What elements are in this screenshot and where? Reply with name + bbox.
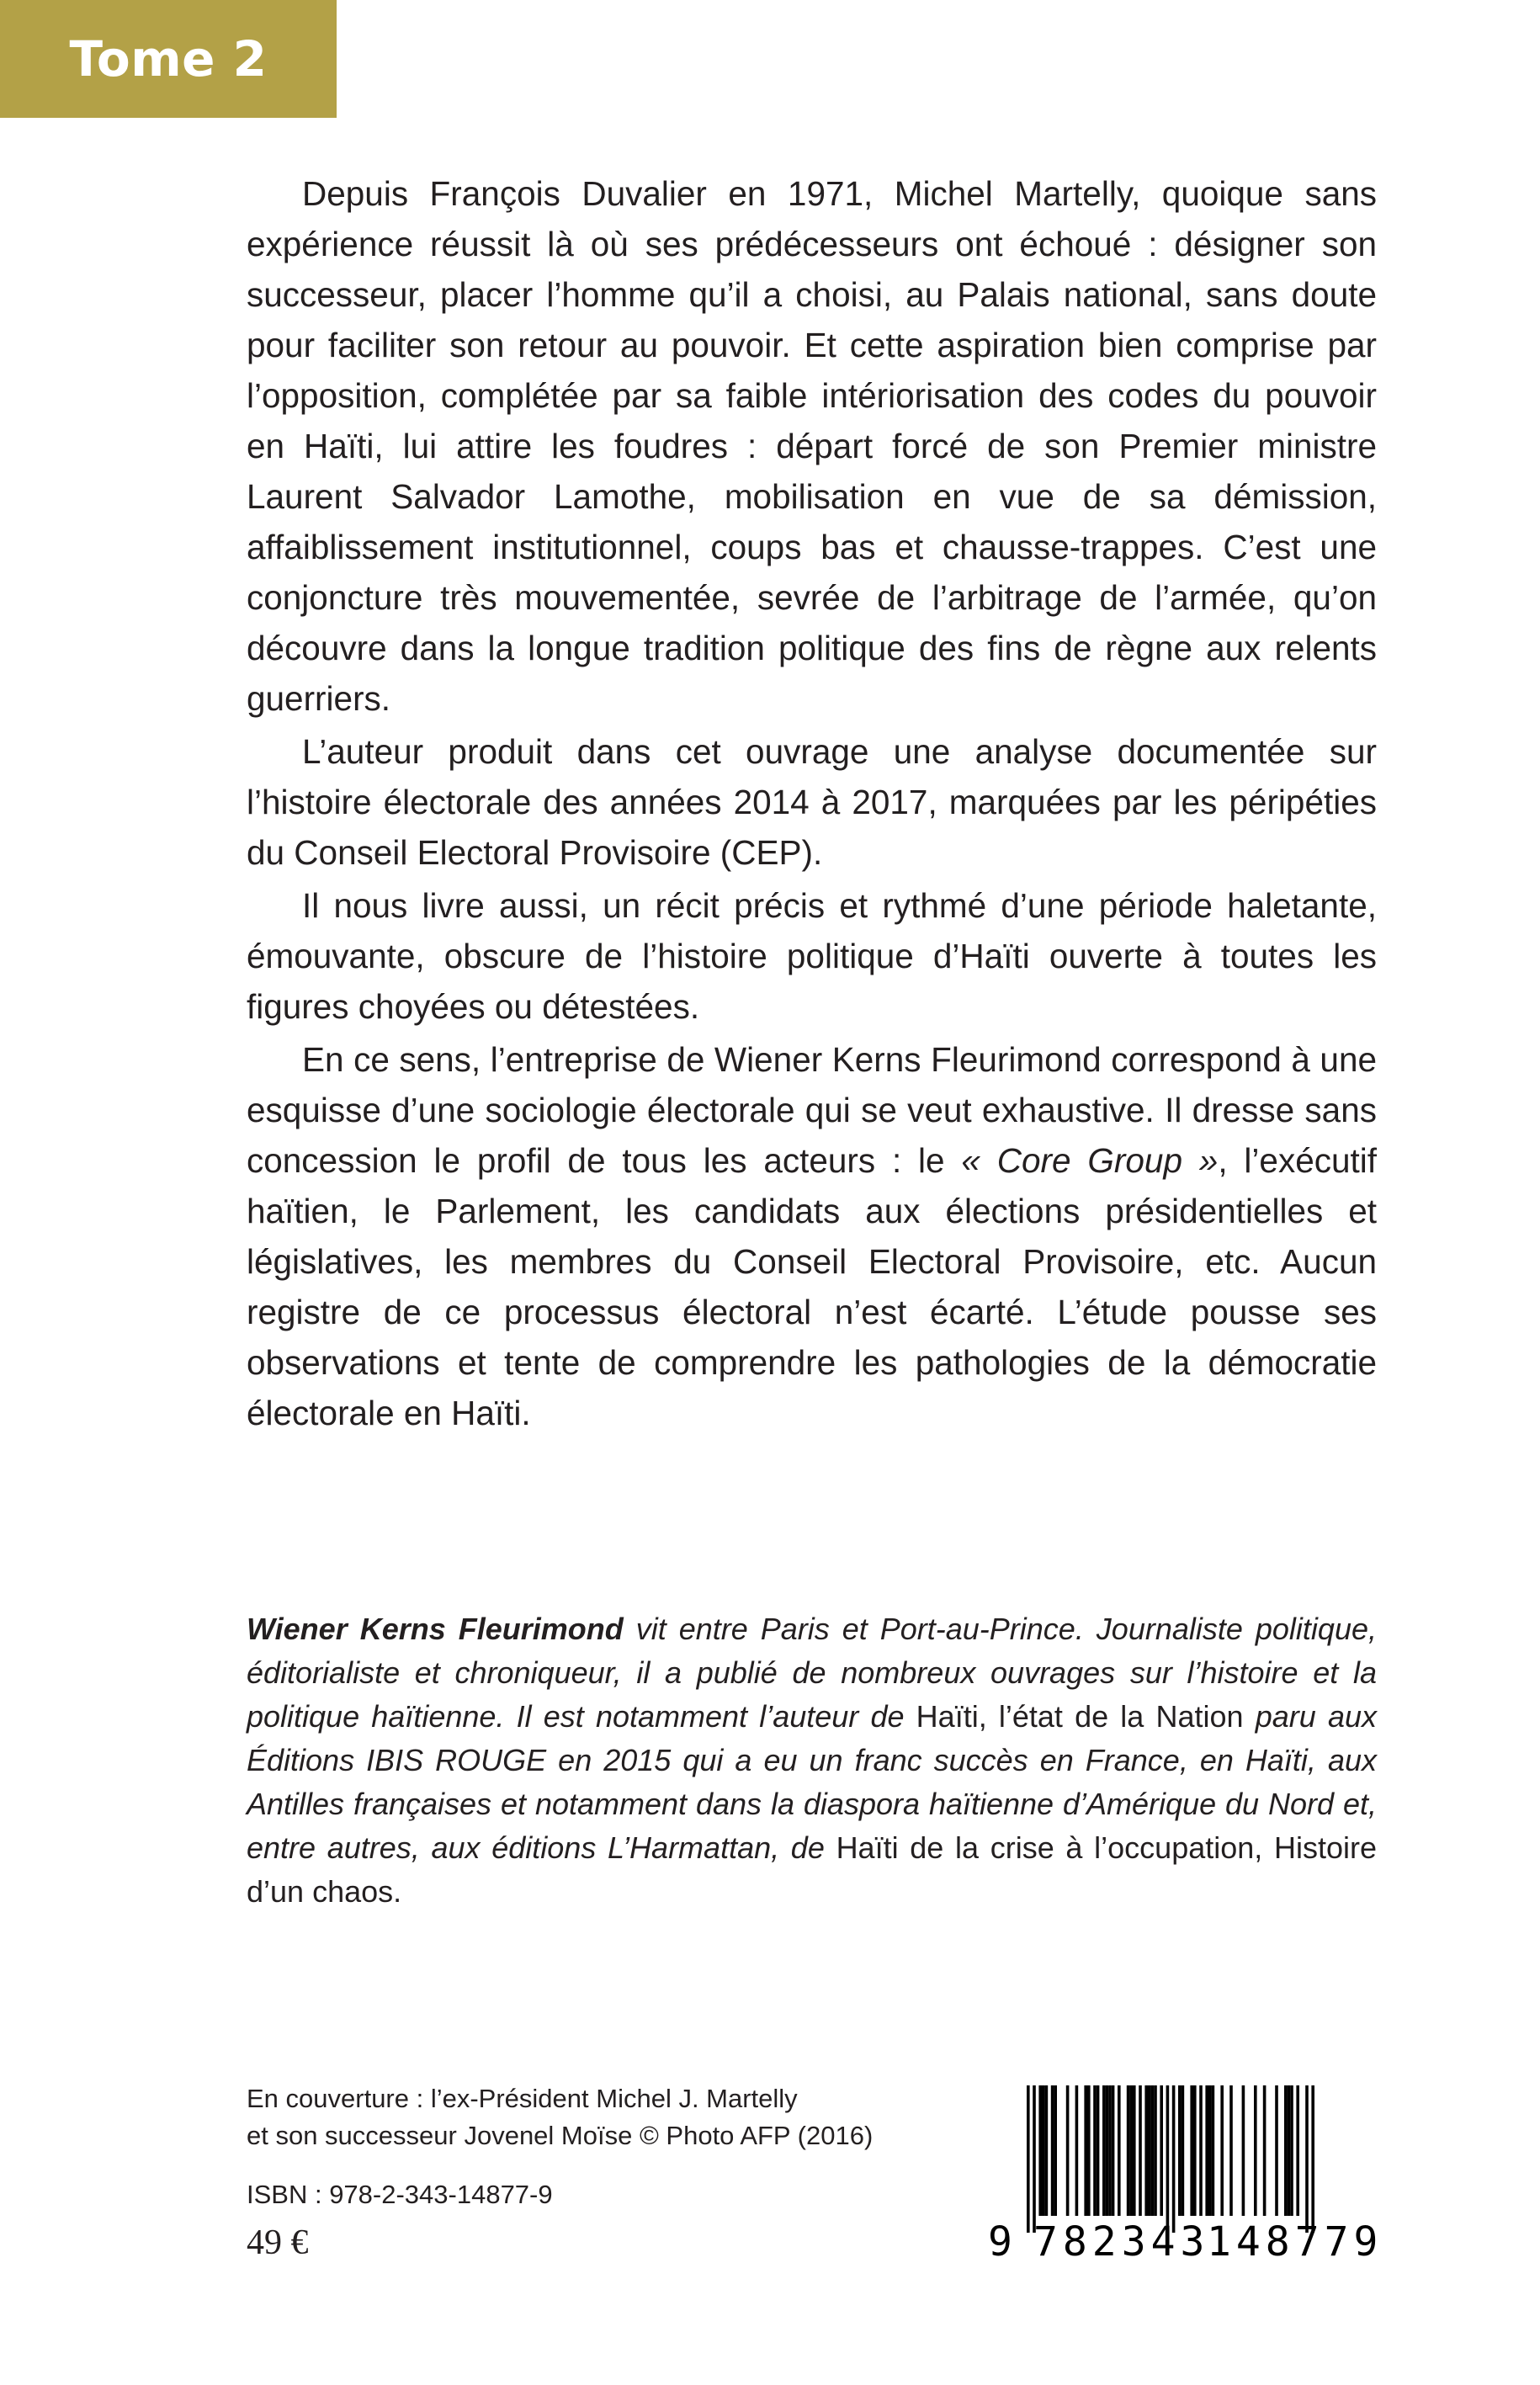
summary-text <box>247 168 1377 1441</box>
barcode-bar <box>1284 2085 1288 2216</box>
barcode-bar <box>1093 2085 1097 2216</box>
summary-text-span: , l’exécutif haïtien, le Parlement, les candidats aux élections présidentielles et législatives, les membres du Conseil Electoral Provisoire, etc. Aucun registre de ce processus électoral n’est écarté. L’étude pousse ses observations et tente de comprendre les pathologies de la démocratie électorale en Haïti. <box>247 1141 1377 1432</box>
barcode-bar <box>1045 2085 1049 2216</box>
barcode-digits-right: 148779 <box>1207 2218 1383 2265</box>
barcode-digit-first: 9 <box>988 2218 1012 2265</box>
barcode-bar <box>1054 2085 1057 2216</box>
barcode-bar <box>1075 2085 1079 2216</box>
summary-paragraph: Il nous livre aussi, un récit précis et rythmé d’une période haletante, émouvante, obscure de l’histoire politique d’Haïti ouverte à toutes les figures choyées ou détestées. <box>247 886 1377 1026</box>
barcode-bar <box>1190 2085 1193 2216</box>
barcode-bar <box>1127 2085 1130 2216</box>
summary-paragraph: L’auteur produit dans cet ouvrage une analyse documentée sur l’histoire électorale des années 2014 à 2017, marquées par les péripéties du Conseil Electoral Provisoire (CEP). <box>247 732 1377 872</box>
barcode-bar <box>1288 2085 1291 2216</box>
barcode-bar <box>1106 2085 1109 2216</box>
tome-label: Tome 2 <box>69 30 268 88</box>
book-title: Haïti, l’état de la Nation <box>916 1699 1244 1734</box>
barcode-bar <box>1129 2085 1133 2216</box>
barcode-bar <box>1097 2085 1100 2216</box>
barcode-bar <box>1199 2085 1203 2216</box>
barcode-bar <box>1182 2085 1185 2216</box>
cover-credit <box>247 2080 1004 2154</box>
barcode-bar <box>1166 2085 1170 2233</box>
barcode-bar <box>1038 2085 1042 2216</box>
barcode-bar <box>1051 2085 1054 2216</box>
barcode-bar <box>1108 2085 1112 2216</box>
barcode-bar <box>1212 2085 1215 2216</box>
barcode-bar <box>1033 2085 1036 2233</box>
barcode-bar <box>1118 2085 1121 2216</box>
barcode-bar <box>1087 2085 1091 2216</box>
author-bio <box>247 1607 1377 1914</box>
barcode-bar <box>1042 2085 1045 2216</box>
price: 49 € <box>247 2223 309 2262</box>
barcode-bar <box>1112 2085 1115 2216</box>
barcode-bar <box>1275 2085 1278 2216</box>
barcode-bar <box>1133 2085 1136 2216</box>
barcode-bar <box>1311 2085 1314 2233</box>
book-title: Haïti de la crise à l’occupation, Histoire d’un chaos <box>247 1830 1377 1909</box>
author-name: Wiener Kerns Fleurimond <box>247 1612 624 1646</box>
barcode-bar <box>1229 2085 1233 2216</box>
barcode-bar <box>1148 2085 1151 2216</box>
core-group-term: « Core Group » <box>961 1141 1219 1180</box>
tome-badge <box>0 0 337 118</box>
bio-text: vit entre Paris et Port-au-Prince. Journaliste politique, éditorialiste et chroniqueur, il a publié de nombreux ouvrages sur l’histoire et la politique haïtienne. Il est notamment l’auteur de <box>247 1612 1377 1734</box>
barcode-bar <box>1102 2085 1106 2216</box>
barcode-bar <box>1172 2085 1176 2233</box>
barcode-bar <box>1205 2085 1208 2216</box>
isbn: ISBN : 978-2-343-14877-9 <box>247 2180 553 2209</box>
barcode-bar <box>1144 2085 1148 2216</box>
barcode-bar <box>1027 2085 1030 2233</box>
barcode-bars <box>986 2085 1377 2233</box>
summary-paragraph: Depuis François Duvalier en 1971, Michel Martelly, quoique sans expérience réussit là où ses prédécesseurs ont échoué : désigner son successeur, placer l’homme qu’il a choisi, au Palais national, sans doute pour faciliter son retour au pouvoir. Et cette aspiration bien comprise par l’opposition, complétée par sa faible intériorisation des codes du pouvoir en Haïti, lui attire les foudres : départ forcé de son Premier ministre Laurent Salvador Lamothe, mobilisation en vue de sa démission, affaiblissement institutionnel, coups bas et chausse-trappes. C’est une conjoncture très mouvementée, sevrée de l’arbitrage de l’armée, qu’on découvre dans la longue tradition politique des fins de règne aux relents guerriers. <box>247 174 1377 718</box>
barcode-bar <box>1296 2085 1299 2216</box>
barcode-bar <box>1084 2085 1087 2216</box>
barcode-digits <box>986 2212 1383 2271</box>
barcode <box>986 2085 1383 2271</box>
barcode-bar <box>1263 2085 1267 2216</box>
summary-text-span: En ce sens, l’entreprise de Wiener Kerns Fleurimond correspond à une esquisse d’une sociologie électorale qui se veut exhaustive. Il dresse sans concession le profil de tous les acteurs : le <box>247 1040 1377 1180</box>
cover-credit-line: En couverture : l’ex-Président Michel J. Martelly <box>247 2084 798 2113</box>
bio-text: . <box>393 1874 402 1909</box>
barcode-bar <box>1151 2085 1155 2216</box>
barcode-bar <box>1066 2085 1070 2216</box>
barcode-bar <box>1139 2085 1142 2216</box>
bio-text: paru aux Éditions IBIS ROUGE en 2015 qui a eu un franc succès en France, en Haïti, aux Antilles françaises et notamment dans la diaspora haïtienne d’Amérique du Nord et, entre autres, aux éditions L’Harmattan, de <box>247 1699 1378 1865</box>
barcode-bar <box>1193 2085 1197 2216</box>
barcode-bar <box>1178 2085 1182 2216</box>
barcode-bar <box>1290 2085 1293 2216</box>
barcode-digits-left: 782343 <box>1033 2218 1210 2265</box>
barcode-bar <box>1220 2085 1224 2216</box>
barcode-bar <box>1208 2085 1212 2216</box>
summary-paragraph <box>247 1034 1377 1438</box>
barcode-bar <box>1305 2085 1309 2233</box>
barcode-bar <box>1242 2085 1245 2216</box>
barcode-bar <box>1254 2085 1257 2216</box>
barcode-bar <box>1154 2085 1157 2216</box>
cover-credit-line: et son successeur Jovenel Moïse © Photo AFP (2016) <box>247 2121 874 2150</box>
barcode-bar <box>1160 2085 1163 2216</box>
